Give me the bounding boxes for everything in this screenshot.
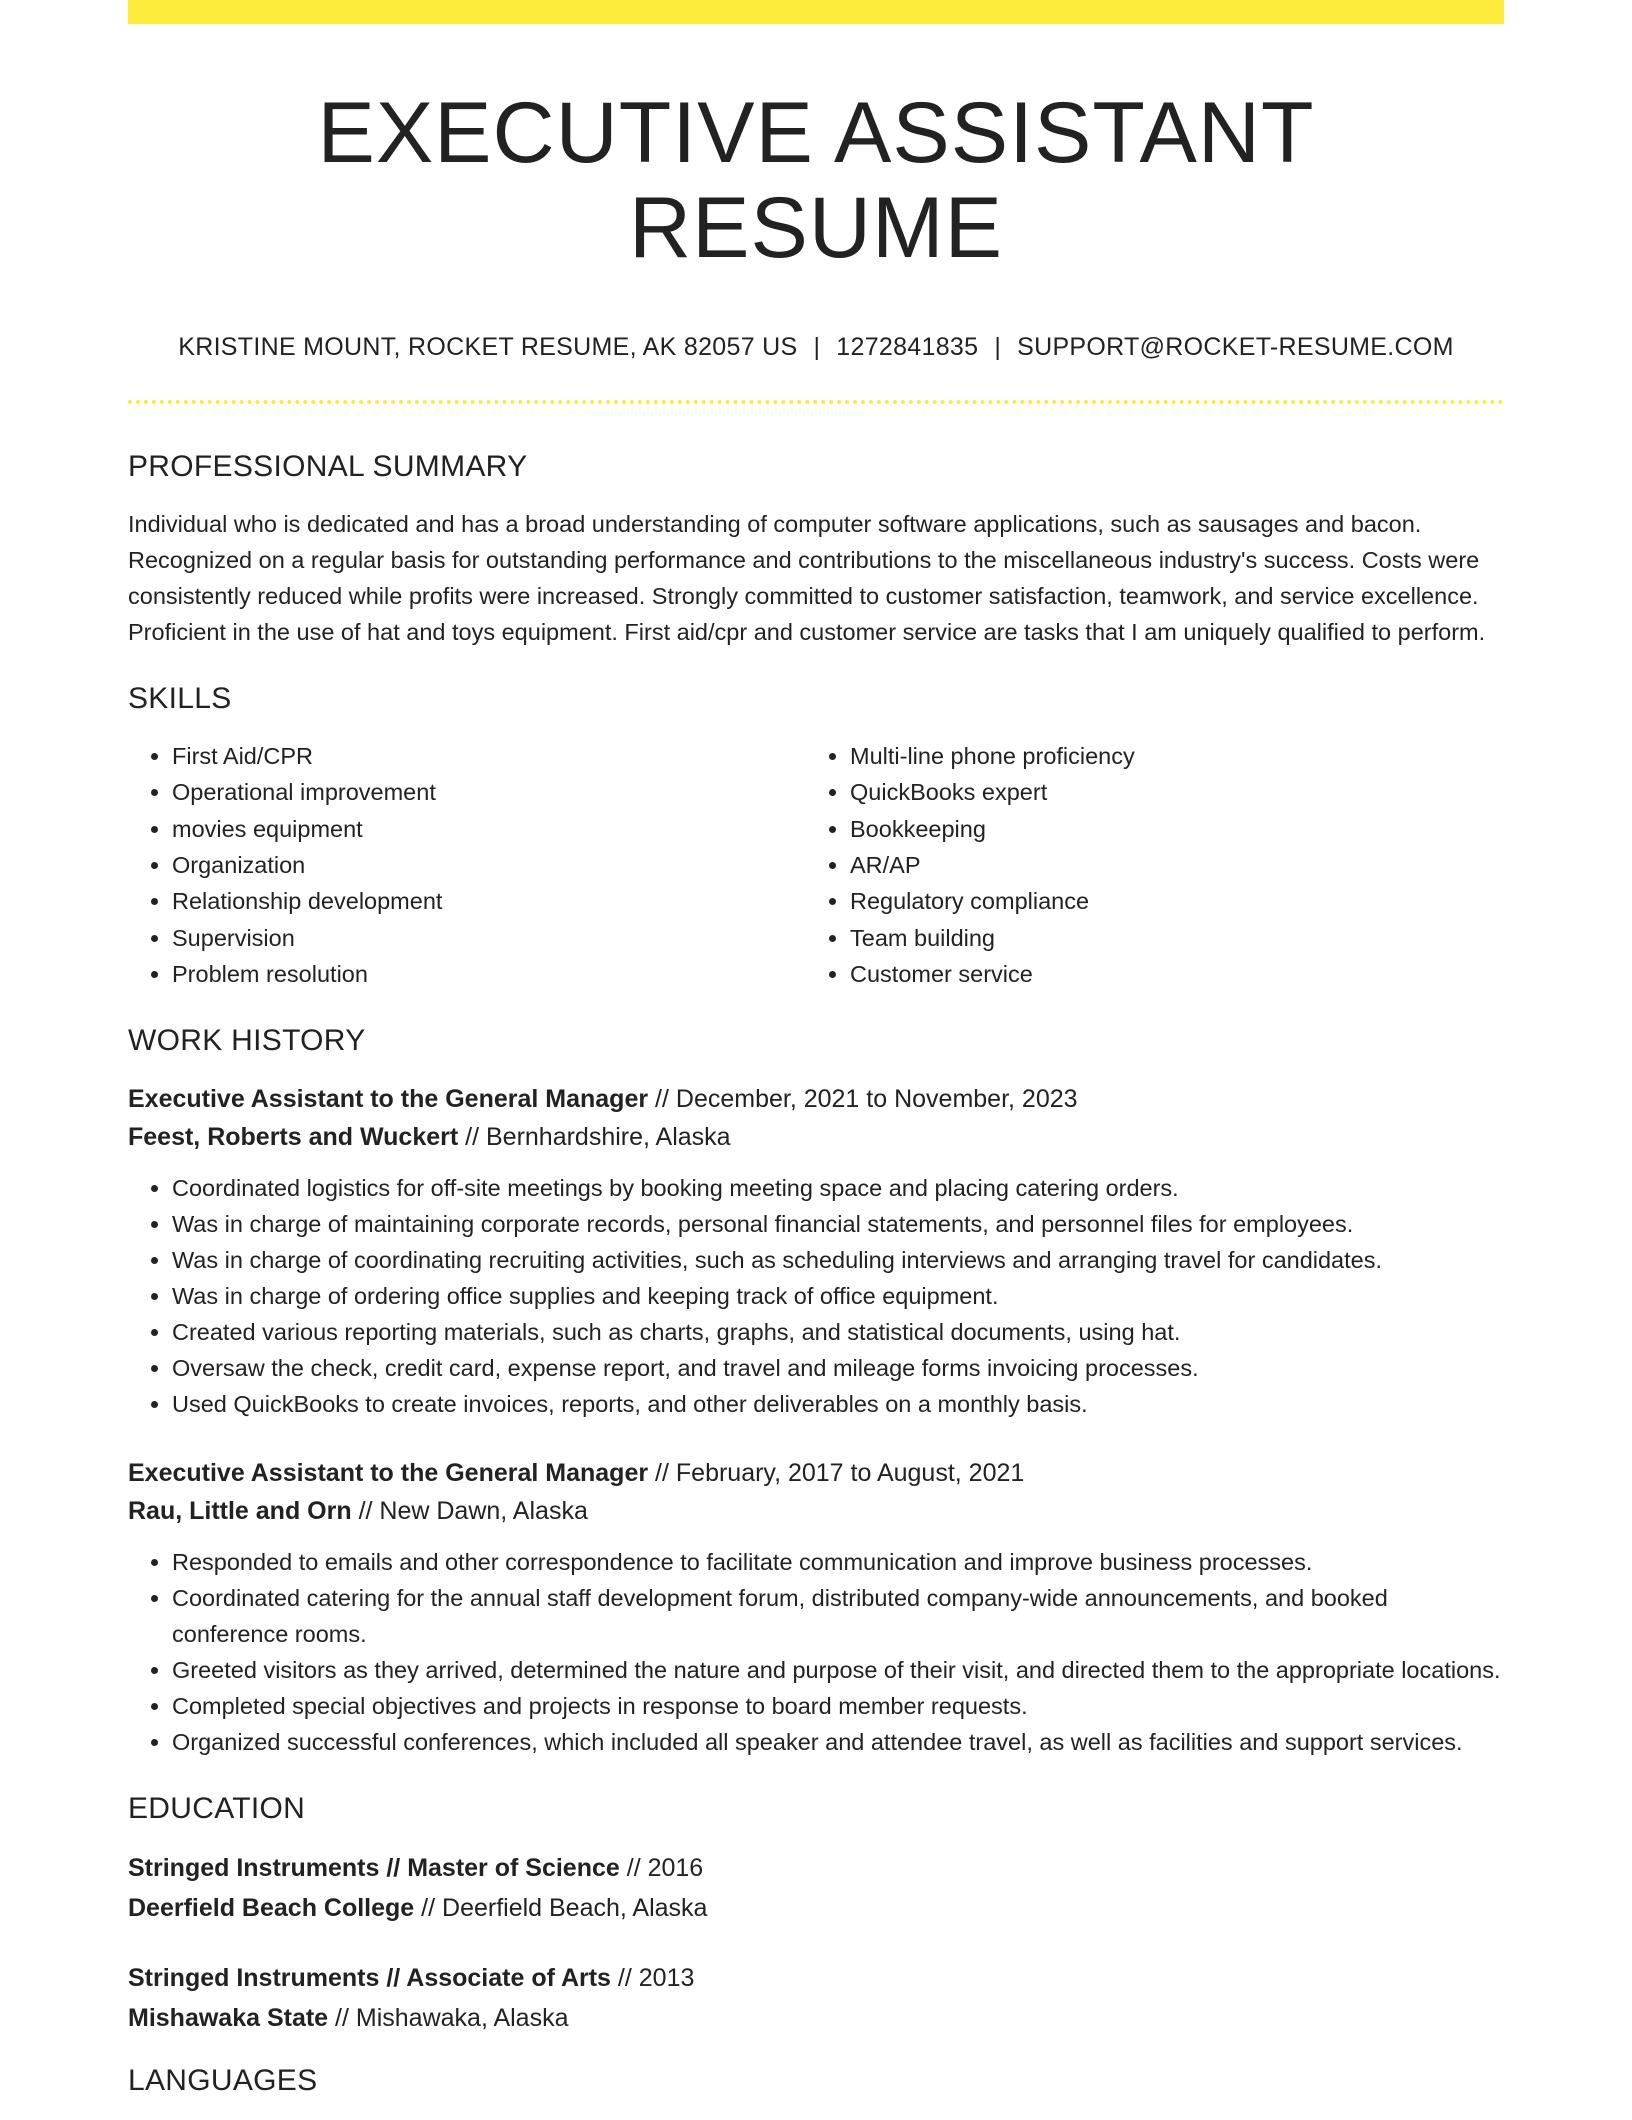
job-separator: //: [458, 1123, 486, 1152]
job-bullets: [128, 1170, 1504, 1422]
resume-title: EXECUTIVE ASSISTANT RESUME: [317, 85, 1315, 276]
skill-item: • Supervision: [172, 920, 806, 956]
job-location: Bernhardshire, Alaska: [485, 1123, 731, 1152]
work-heading: WORK HISTORY: [128, 1024, 366, 1058]
work-section: [128, 1024, 1504, 1760]
education-degree: Stringed Instruments // Master of Science: [128, 1854, 620, 1883]
job-entry: [128, 1080, 1504, 1422]
education-entry: [128, 1848, 1504, 1928]
education-location: Deerfield Beach, Alaska: [442, 1894, 708, 1923]
education-year: 2016: [647, 1854, 704, 1883]
skill-item: • movies equipment: [172, 811, 806, 847]
job-dates: February, 2017 to August, 2021: [675, 1459, 1025, 1488]
job-separator: //: [648, 1085, 676, 1114]
contact-phone: 1272841835: [836, 333, 979, 362]
skill-item: • Problem resolution: [172, 956, 806, 992]
education-school-line: [128, 1998, 1504, 2038]
education-year: 2013: [638, 1964, 695, 1993]
education-list: [128, 1848, 1504, 2038]
languages-section: [128, 2064, 1504, 2098]
job-bullet: • Oversaw the check, credit card, expense report, and travel and mileage forms invoicing processes.: [172, 1350, 1504, 1386]
job-separator: //: [351, 1497, 380, 1526]
contact-separator: |: [994, 333, 1002, 362]
skills-heading: SKILLS: [128, 682, 232, 716]
education-heading: EDUCATION: [128, 1792, 306, 1826]
job-bullets: [128, 1544, 1504, 1760]
skill-item: • Customer service: [850, 956, 1484, 992]
job-dates: December, 2021 to November, 2023: [675, 1085, 1078, 1114]
education-school-line: [128, 1888, 1504, 1928]
education-separator: //: [619, 1854, 648, 1883]
skill-item: • Relationship development: [172, 883, 806, 919]
job-bullet: • Organized successful conferences, which included all speaker and attendee travel, as well as facilities and support services.: [172, 1724, 1504, 1760]
job-company-line: [128, 1118, 1504, 1156]
skill-item: • QuickBooks expert: [850, 774, 1484, 810]
education-separator: //: [414, 1894, 443, 1923]
job-title: Executive Assistant to the General Manager: [128, 1459, 649, 1488]
summary-text: Individual who is dedicated and has a broad understanding of computer software applications, such as sausages and bacon. Recognized on a regular basis for outstanding performance and contributions to the miscellaneous industry's success. Costs were consistently reduced while profits were increased. Strongly committed to customer satisfaction, teamwork, and service excellence. Proficient in the use of hat and toys equipment. First aid/cpr and customer service are tasks that I am uniquely qualified to perform.: [128, 511, 1486, 646]
skills-list-left: [128, 738, 806, 992]
skills-grid: [128, 738, 1504, 992]
education-school: Mishawaka State: [128, 2004, 329, 2033]
education-separator: //: [610, 1964, 639, 1993]
education-location: Mishawaka, Alaska: [355, 2004, 569, 2033]
job-title: Executive Assistant to the General Manager: [128, 1085, 649, 1114]
job-bullet: • Was in charge of coordinating recruiting activities, such as scheduling interviews and arranging travel for candidates.: [172, 1242, 1504, 1278]
languages-heading: LANGUAGES: [128, 2064, 318, 2098]
job-separator: //: [648, 1459, 676, 1488]
skill-item: • Bookkeeping: [850, 811, 1484, 847]
education-entry: [128, 1958, 1504, 2038]
skill-item: • Operational improvement: [172, 774, 806, 810]
job-bullet: • Was in charge of maintaining corporate records, personal financial statements, and personnel files for employees.: [172, 1206, 1504, 1242]
contact-separator: |: [813, 333, 821, 362]
job-entry: [128, 1454, 1504, 1760]
job-bullet: • Greeted visitors as they arrived, determined the nature and purpose of their visit, and directed them to the appropriate locations.: [172, 1652, 1504, 1688]
skill-item: • Multi-line phone proficiency: [850, 738, 1484, 774]
education-separator: //: [328, 2004, 356, 2033]
skill-item: • Organization: [172, 847, 806, 883]
summary-heading: PROFESSIONAL SUMMARY: [128, 450, 528, 484]
education-section: [128, 1792, 1504, 2038]
top-accent-bar: [128, 0, 1504, 24]
skill-item: • First Aid/CPR: [172, 738, 806, 774]
job-bullet: • Created various reporting materials, such as charts, graphs, and statistical documents, using hat.: [172, 1314, 1504, 1350]
skill-item: • AR/AP: [850, 847, 1484, 883]
job-bullet: • Used QuickBooks to create invoices, reports, and other deliverables on a monthly basis.: [172, 1386, 1504, 1422]
job-title-line: [128, 1454, 1504, 1492]
job-bullet: • Responded to emails and other correspondence to facilitate communication and improve business processes.: [172, 1544, 1504, 1580]
contact-address: KRISTINE MOUNT, ROCKET RESUME, AK 82057 US: [178, 333, 798, 362]
education-degree: Stringed Instruments // Associate of Arts: [128, 1964, 611, 1993]
education-degree-line: [128, 1848, 1504, 1888]
skills-section: [128, 682, 1504, 992]
job-list: [128, 1080, 1504, 1760]
job-title-line: [128, 1080, 1504, 1118]
job-bullet: • Completed special objectives and projects in response to board member requests.: [172, 1688, 1504, 1724]
skills-list-right: [806, 738, 1484, 992]
education-degree-line: [128, 1958, 1504, 1998]
education-school: Deerfield Beach College: [128, 1894, 415, 1923]
resume-page: [128, 0, 1504, 2120]
job-company-line: [128, 1492, 1504, 1530]
job-company: Feest, Roberts and Wuckert: [128, 1123, 459, 1152]
dotted-divider: [128, 400, 1504, 404]
contact-email: SUPPORT@ROCKET-RESUME.COM: [1017, 333, 1454, 362]
job-location: New Dawn, Alaska: [379, 1497, 588, 1526]
job-bullet: • Coordinated catering for the annual staff development forum, distributed company-wide announcements, and booked conference rooms.: [172, 1580, 1504, 1652]
summary-section: [128, 450, 1504, 650]
job-bullet: • Was in charge of ordering office supplies and keeping track of office equipment.: [172, 1278, 1504, 1314]
skill-item: • Team building: [850, 920, 1484, 956]
job-company: Rau, Little and Orn: [128, 1497, 352, 1526]
skill-item: • Regulatory compliance: [850, 883, 1484, 919]
contact-line: [128, 333, 1504, 362]
job-bullet: • Coordinated logistics for off-site meetings by booking meeting space and placing catering orders.: [172, 1170, 1504, 1206]
